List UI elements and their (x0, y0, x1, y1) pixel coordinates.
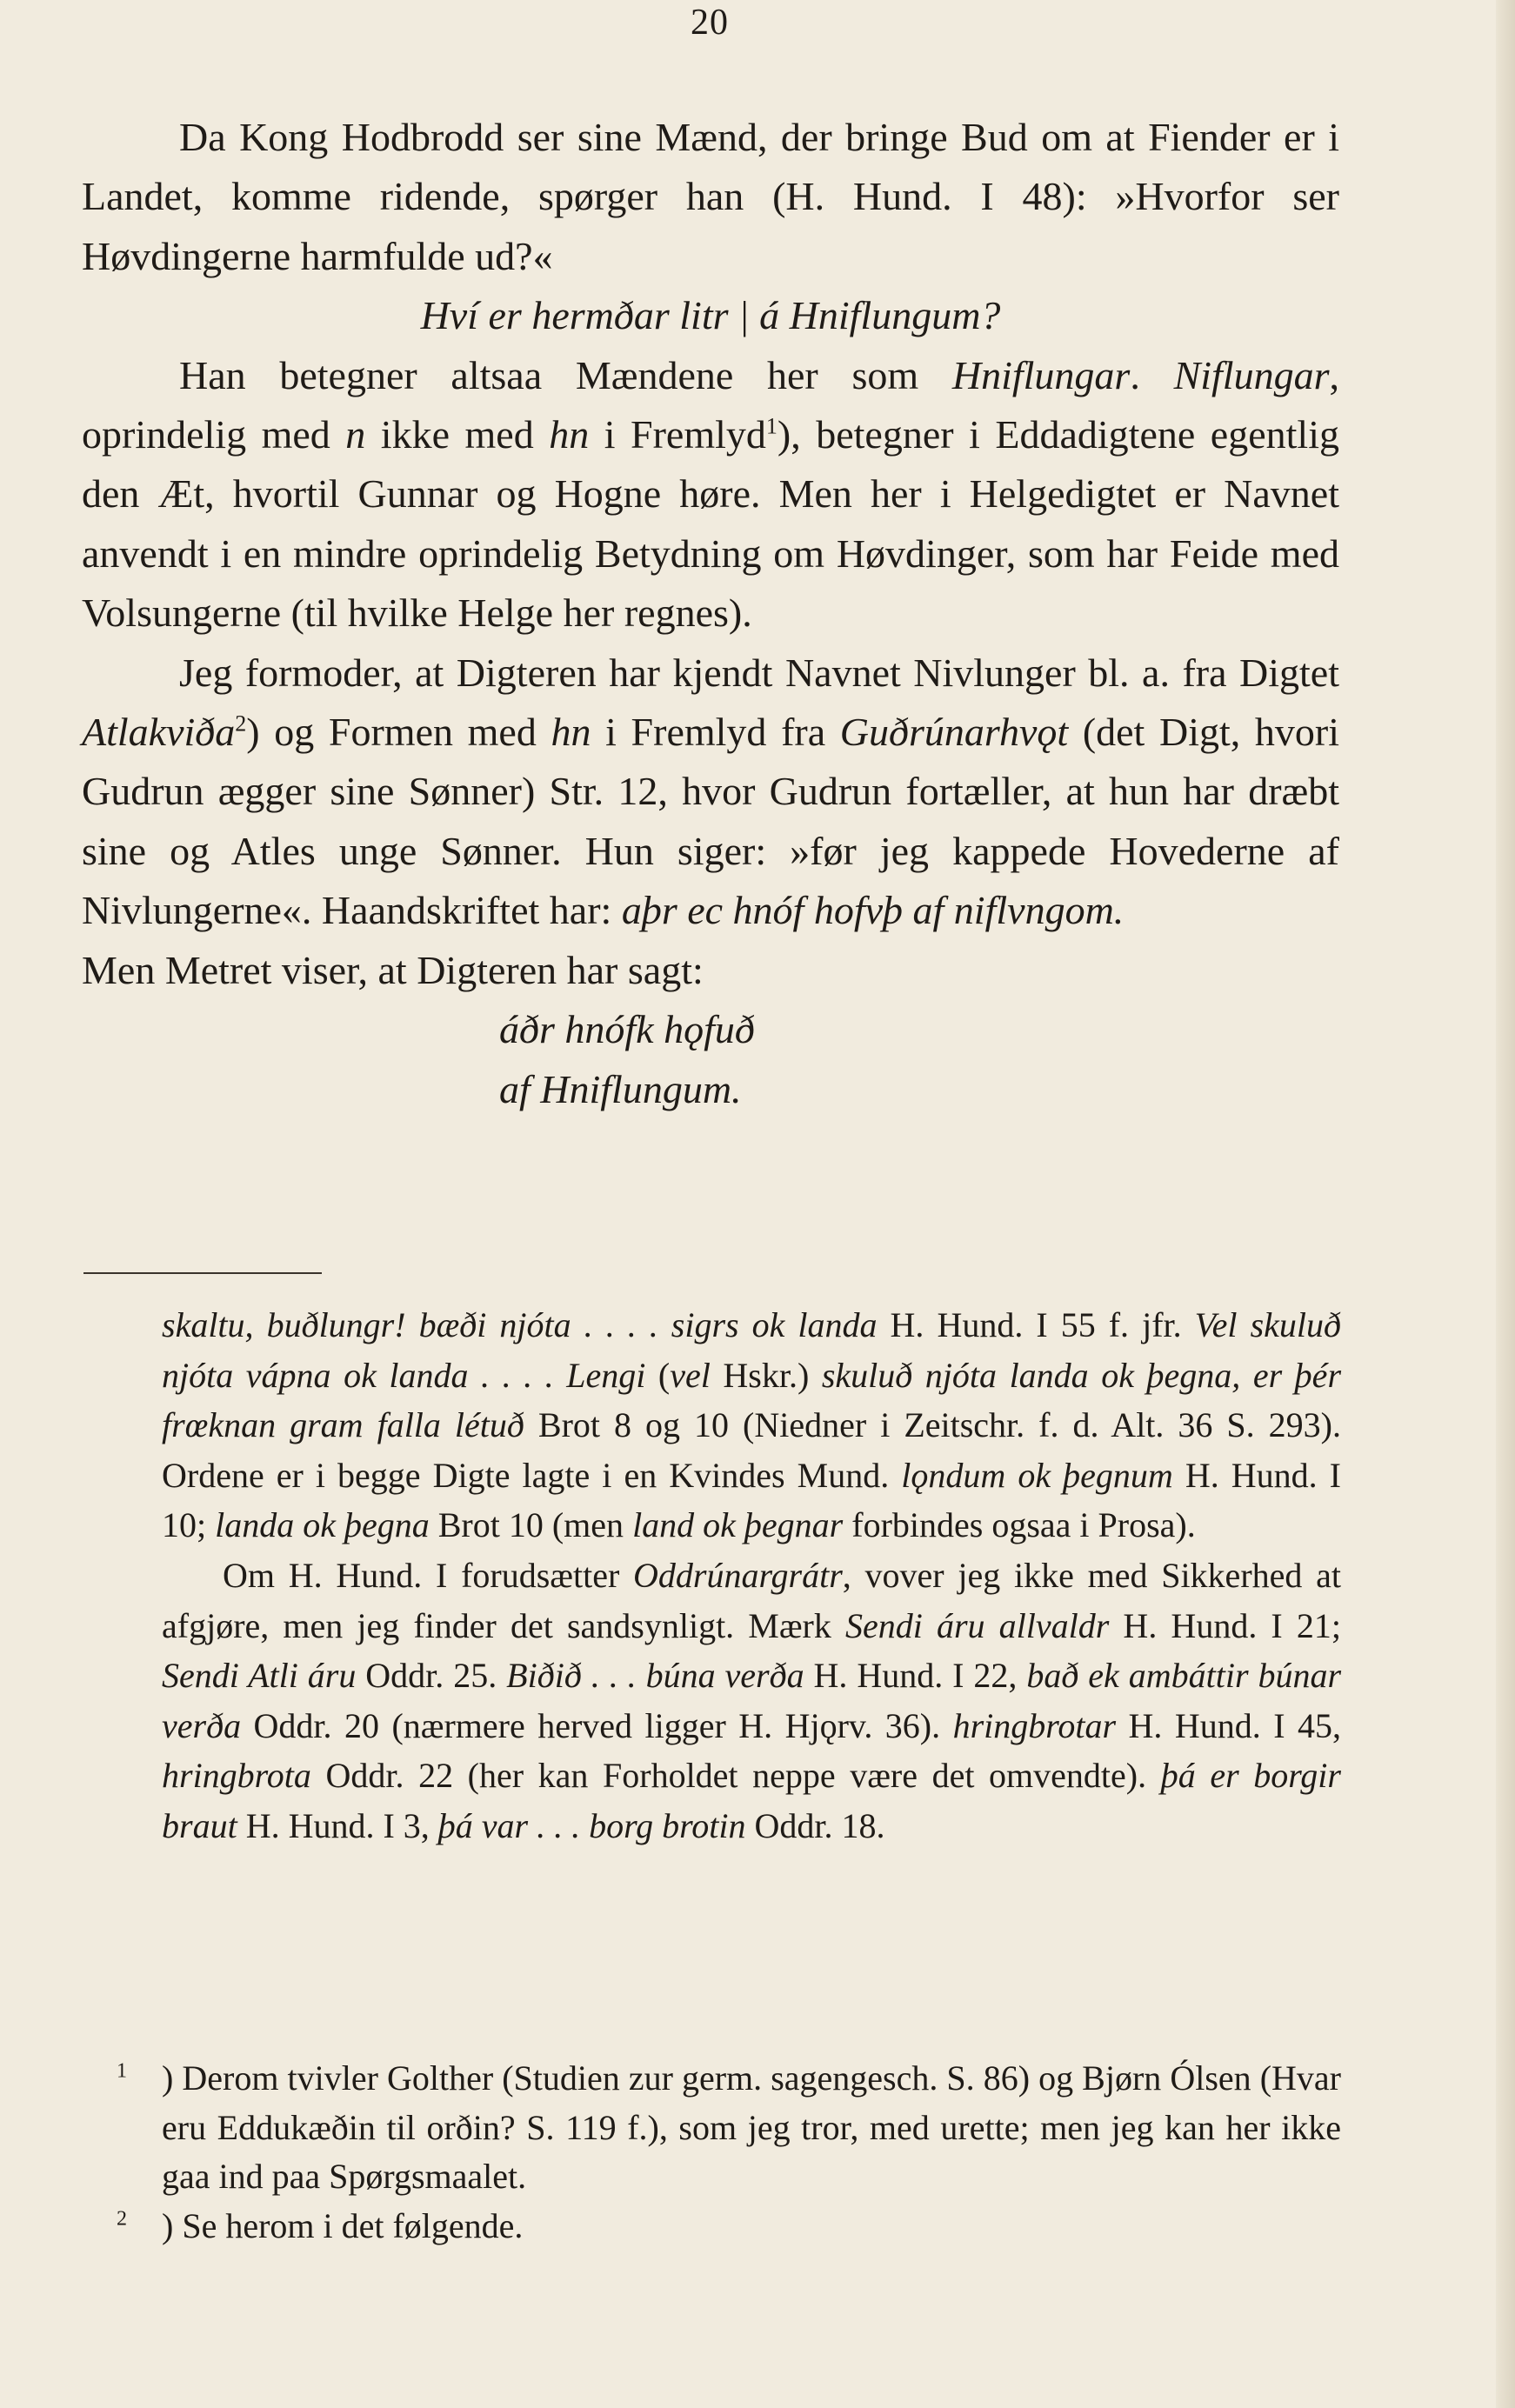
paragraph-2: Han betegner altsaa Mændene her som Hniflungar. Niflungar, oprindelig med n ikke med hn i Fremlyd$^1$), betegner i Eddadigtene egentlig den Æt, hvortil Gunnar og Hogne høre. Men her i Helgedigtet er Navnet anvendt i en mindre oprindelig Betydning om Høvdinger, som har Feide med Volsungerne (til hvilke Helge her regnes). (82, 352, 1339, 636)
separator-rule (83, 1272, 322, 1274)
footnote-1: $^1$ ) Derom tvivler Golther (Studien zur germ. sagengesch. S. 86) og Bjørn Ólsen (Hvar eru Eddukæðin til orðin? S. 119 f.), som jeg tror, med urette; men jeg kan her ikke gaa ind paa Spørgsmaalet. (117, 2054, 1341, 2202)
footnotes (117, 2054, 1341, 2251)
page-number: 20 (691, 3, 729, 43)
verse-quote-1: Hví er hermðar litr | á Hniflungum? (420, 293, 1001, 338)
note-paragraph-2: Om H. Hund. I forudsætter Oddrúnargrátr, vover jeg ikke med Sikkerhed at afgjøre, men jeg finder det sandsynligt. Mærk Sendi áru allvaldr H. Hund. I 21; Sendi Atli áru Oddr. 25. Biðið . . . búna verða H. Hund. I 22, bað ek ambáttir búnar verða Oddr. 20 (nærmere herved ligger H. Hjǫrv. 36). hringbrotar H. Hund. I 45, hringbrota Oddr. 22 (her kan Forholdet neppe være det omvendte). þá er borgir braut H. Hund. I 3, þá var . . . borg brotin Oddr. 18. (162, 1555, 1342, 1845)
verse-quote-2-line-1: áðr hnófk hǫfuð (499, 1007, 755, 1052)
footnote-ref-1[interactable]: 1 (765, 413, 778, 439)
paragraph-1: Da Kong Hodbrodd ser sine Mænd, der bringe Bud om at Fiender er i Landet, komme ridende, spørger han (H. Hund. I 48): »Hvorfor ser Høvdingerne harmfulde ud?« (82, 115, 1339, 278)
footnote-2: $^2$ ) Se herom i det følgende. (117, 2202, 1341, 2251)
footnote-mark-1: 1 (117, 2059, 127, 2083)
footnote-ref-2[interactable]: 2 (235, 710, 247, 737)
note-paragraph-1: skaltu, buðlungr! bæði njóta . . . . sigrs ok landa H. Hund. I 55 f. jfr. Vel skuluð njóta vápna ok landa . . . . Lengi (vel Hskr.) skuluð njóta landa ok þegna, er þér frœknan gram falla létuð Brot 8 og 10 (Niedner i Zeitschr. f. d. Alt. 36 S. 293). Ordene er i begge Digte lagte i en Kvindes Mund. lǫndum ok þegnum H. Hund. I 10; landa ok þegna Brot 10 (men land ok þegnar forbindes ogsaa i Prosa). (162, 1305, 1342, 1545)
paragraph-3-end: Men Metret viser, at Digteren har sagt: (82, 947, 704, 992)
notes-block (162, 1300, 1341, 1851)
main-text (82, 108, 1339, 1119)
page-edge (1496, 0, 1515, 2408)
paragraph-3: Jeg formoder, at Digteren har kjendt Navnet Nivlunger bl. a. fra Digtet Atlakviða$^2$) og Formen med hn i Fremlyd fra Guðrúnarhvǫt (det Digt, hvori Gudrun ægger sine Sønner) Str. 12, hvor Gudrun fortæller, at hun har dræbt sine og Atles unge Sønner. Hun siger: »før jeg kappede Hovederne af Nivlungerne«. Haandskriftet har: aþr ec hnóf hofvþ af niflvngom. (82, 650, 1339, 933)
footnote-mark-2: 2 (117, 2207, 127, 2231)
verse-quote-2-line-2: af Hniflungum. (499, 1066, 742, 1111)
